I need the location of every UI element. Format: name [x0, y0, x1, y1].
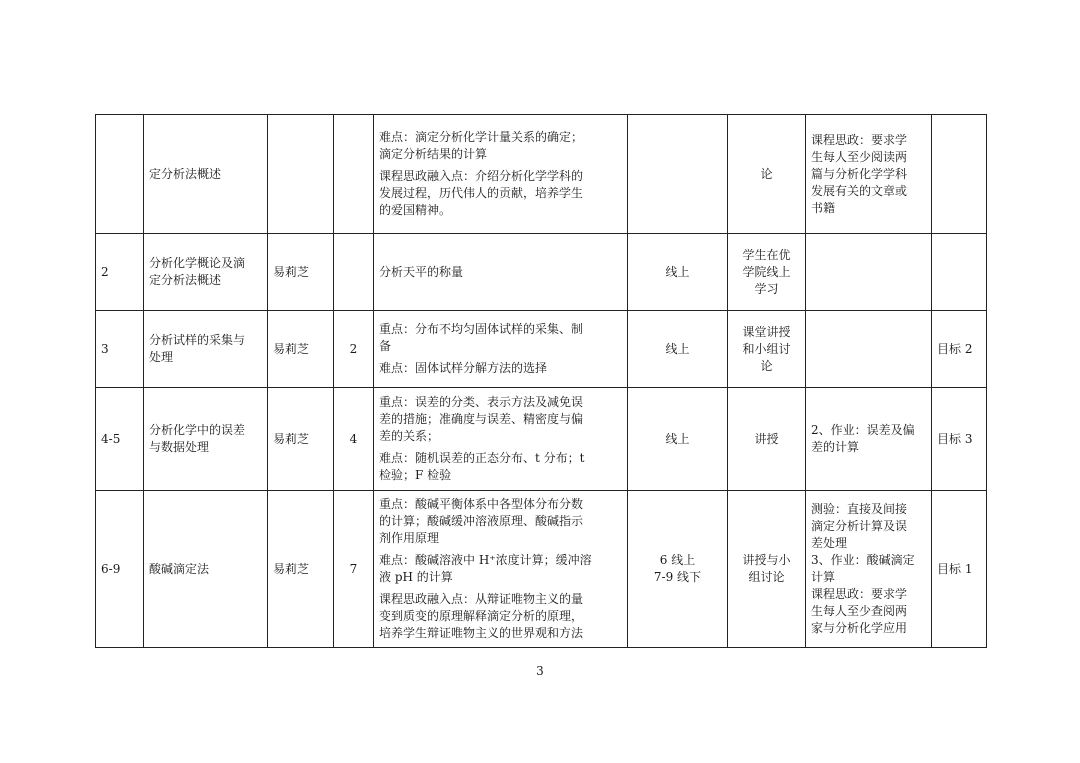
table-row [96, 311, 987, 388]
table-row [96, 234, 987, 311]
content-cell-line: 重点：酸碱平衡体系中各型体分布分数 [379, 497, 584, 511]
course-schedule-table [95, 114, 987, 648]
goal-cell: 目标 2 [932, 311, 987, 388]
method-cell-line: 论 [760, 166, 773, 181]
content-cell-line: 差的措施；准确度与误差、精密度与偏 [379, 412, 584, 426]
teacher-cell: 易莉芝 [268, 491, 334, 648]
assignment-cell [806, 388, 932, 491]
content-cell-line: 滴定分析结果的计算 [379, 147, 488, 161]
mode-cell-line: 7-9 线下 [653, 570, 702, 584]
content-cell-line: 重点：误差的分类、表示方法及减免误 [379, 395, 584, 409]
content-cell [374, 311, 628, 388]
content-cell-line: 液 pH 的计算 [379, 570, 453, 584]
method-cell-line: 组讨论 [748, 570, 785, 584]
assignment-cell-line: 家与分析化学应用 [811, 621, 908, 635]
assignment-cell [806, 311, 932, 388]
content-cell-line: 难点：固体试样分解方法的选择 [379, 361, 548, 375]
method-cell [728, 388, 806, 491]
mode-cell [628, 491, 728, 648]
content-cell-line: 难点：随机误差的正态分布、t 分布；t [379, 451, 585, 465]
assignment-cell-line: 滴定分析计算及误 [811, 519, 908, 533]
method-cell-line: 学习 [754, 281, 779, 296]
week-cell: 3 [96, 311, 144, 388]
mode-cell [628, 388, 728, 491]
topic-cell-line: 分析试样的采集与 [149, 333, 246, 347]
content-cell-line: 变到质变的原理解释滴定分析的原理， [379, 609, 584, 623]
assignment-cell-line: 篇与分析化学学科 [811, 166, 908, 181]
topic-cell-line: 处理 [149, 350, 174, 364]
table-row [96, 491, 987, 648]
assignment-cell [806, 234, 932, 311]
content-cell-line: 分析天平的称量 [379, 264, 464, 279]
assignment-cell-line: 差处理 [811, 536, 848, 550]
method-cell-line: 课堂讲授 [742, 324, 791, 339]
assignment-cell-line: 2、作业：误差及偏 [811, 423, 915, 437]
topic-cell-line: 分析化学概论及滴 [149, 256, 246, 270]
content-cell [374, 388, 628, 491]
topic-cell-line: 酸碱滴定法 [149, 561, 210, 576]
mode-cell [628, 234, 728, 311]
mode-cell-line: 线上 [665, 431, 690, 446]
hours-cell: 7 [334, 491, 374, 648]
assignment-cell-line: 生每人至少查阅两 [811, 604, 908, 618]
hours-cell [334, 234, 374, 311]
assignment-cell-line: 测验：直接及间接 [811, 502, 908, 516]
mode-cell-line: 6 线上 [659, 553, 696, 567]
content-cell-line: 重点：分布不均匀固体试样的采集、制 [379, 322, 584, 336]
content-cell [374, 491, 628, 648]
method-cell [728, 115, 806, 234]
content-cell [374, 115, 628, 234]
teacher-cell [268, 115, 334, 234]
content-cell-line: 课程思政融入点：从辩证唯物主义的量 [379, 592, 584, 606]
method-cell-line: 学院线上 [742, 264, 791, 279]
goal-cell [932, 115, 987, 234]
method-cell-line: 讲授 [754, 431, 779, 446]
assignment-cell-line: 生每人至少阅读两 [811, 149, 908, 164]
assignment-cell-line: 书籍 [811, 200, 836, 215]
page-number: 3 [536, 664, 544, 678]
method-cell-line: 论 [760, 358, 773, 373]
mode-cell [628, 115, 728, 234]
topic-cell [144, 311, 268, 388]
content-cell-line: 差的关系； [379, 429, 440, 443]
assignment-cell-line: 课程思政：要求学 [811, 587, 908, 601]
method-cell-line: 学生在优 [742, 247, 791, 262]
topic-cell [144, 115, 268, 234]
content-cell-line: 难点：酸碱溶液中 H⁺浓度计算；缓冲溶 [379, 553, 592, 567]
assignment-cell-line: 计算 [811, 570, 836, 584]
week-cell [96, 115, 144, 234]
method-cell [728, 491, 806, 648]
assignment-cell-line: 3、作业：酸碱滴定 [811, 553, 915, 567]
teacher-cell: 易莉芝 [268, 234, 334, 311]
assignment-cell [806, 491, 932, 648]
content-cell-line: 课程思政融入点：介绍分析化学学科的 [379, 169, 584, 183]
mode-cell [628, 311, 728, 388]
mode-cell-line: 线上 [665, 341, 690, 356]
content-cell-line: 培养学生辩证唯物主义的世界观和方法 [379, 626, 584, 640]
goal-cell: 目标 3 [932, 388, 987, 491]
topic-cell [144, 388, 268, 491]
topic-cell [144, 491, 268, 648]
method-cell-line: 讲授与小 [742, 553, 791, 567]
hours-cell: 2 [334, 311, 374, 388]
week-cell: 6-9 [96, 491, 144, 648]
method-cell-line: 和小组讨 [742, 341, 791, 356]
topic-cell-line: 定分析法概述 [149, 166, 222, 181]
table-row [96, 115, 987, 234]
hours-cell [334, 115, 374, 234]
hours-cell: 4 [334, 388, 374, 491]
assignment-cell-line: 差的计算 [811, 440, 860, 454]
content-cell [374, 234, 628, 311]
topic-cell [144, 234, 268, 311]
method-cell [728, 311, 806, 388]
method-cell [728, 234, 806, 311]
schedule-rows [96, 115, 987, 648]
week-cell: 4-5 [96, 388, 144, 491]
content-cell-line: 的计算；酸碱缓冲溶液原理、酸碱指示 [379, 514, 584, 528]
content-cell-line: 备 [379, 339, 392, 353]
assignment-cell [806, 115, 932, 234]
teacher-cell: 易莉芝 [268, 311, 334, 388]
topic-cell-line: 定分析法概述 [149, 273, 222, 287]
assignment-cell-line: 课程思政：要求学 [811, 132, 908, 147]
content-cell-line: 的爱国精神。 [379, 203, 452, 217]
content-cell-line: 剂作用原理 [379, 531, 440, 545]
mode-cell-line: 线上 [665, 264, 690, 279]
content-cell-line: 发展过程，历代伟人的贡献，培养学生 [379, 186, 584, 200]
teacher-cell: 易莉芝 [268, 388, 334, 491]
week-cell: 2 [96, 234, 144, 311]
assignment-cell-line: 发展有关的文章或 [811, 183, 908, 198]
content-cell-line: 检验；F 检验 [379, 468, 452, 482]
topic-cell-line: 与数据处理 [149, 440, 210, 454]
goal-cell: 目标 1 [932, 491, 987, 648]
table-row [96, 388, 987, 491]
topic-cell-line: 分析化学中的误差 [149, 423, 246, 437]
goal-cell [932, 234, 987, 311]
content-cell-line: 难点：滴定分析化学计量关系的确定； [379, 130, 584, 144]
